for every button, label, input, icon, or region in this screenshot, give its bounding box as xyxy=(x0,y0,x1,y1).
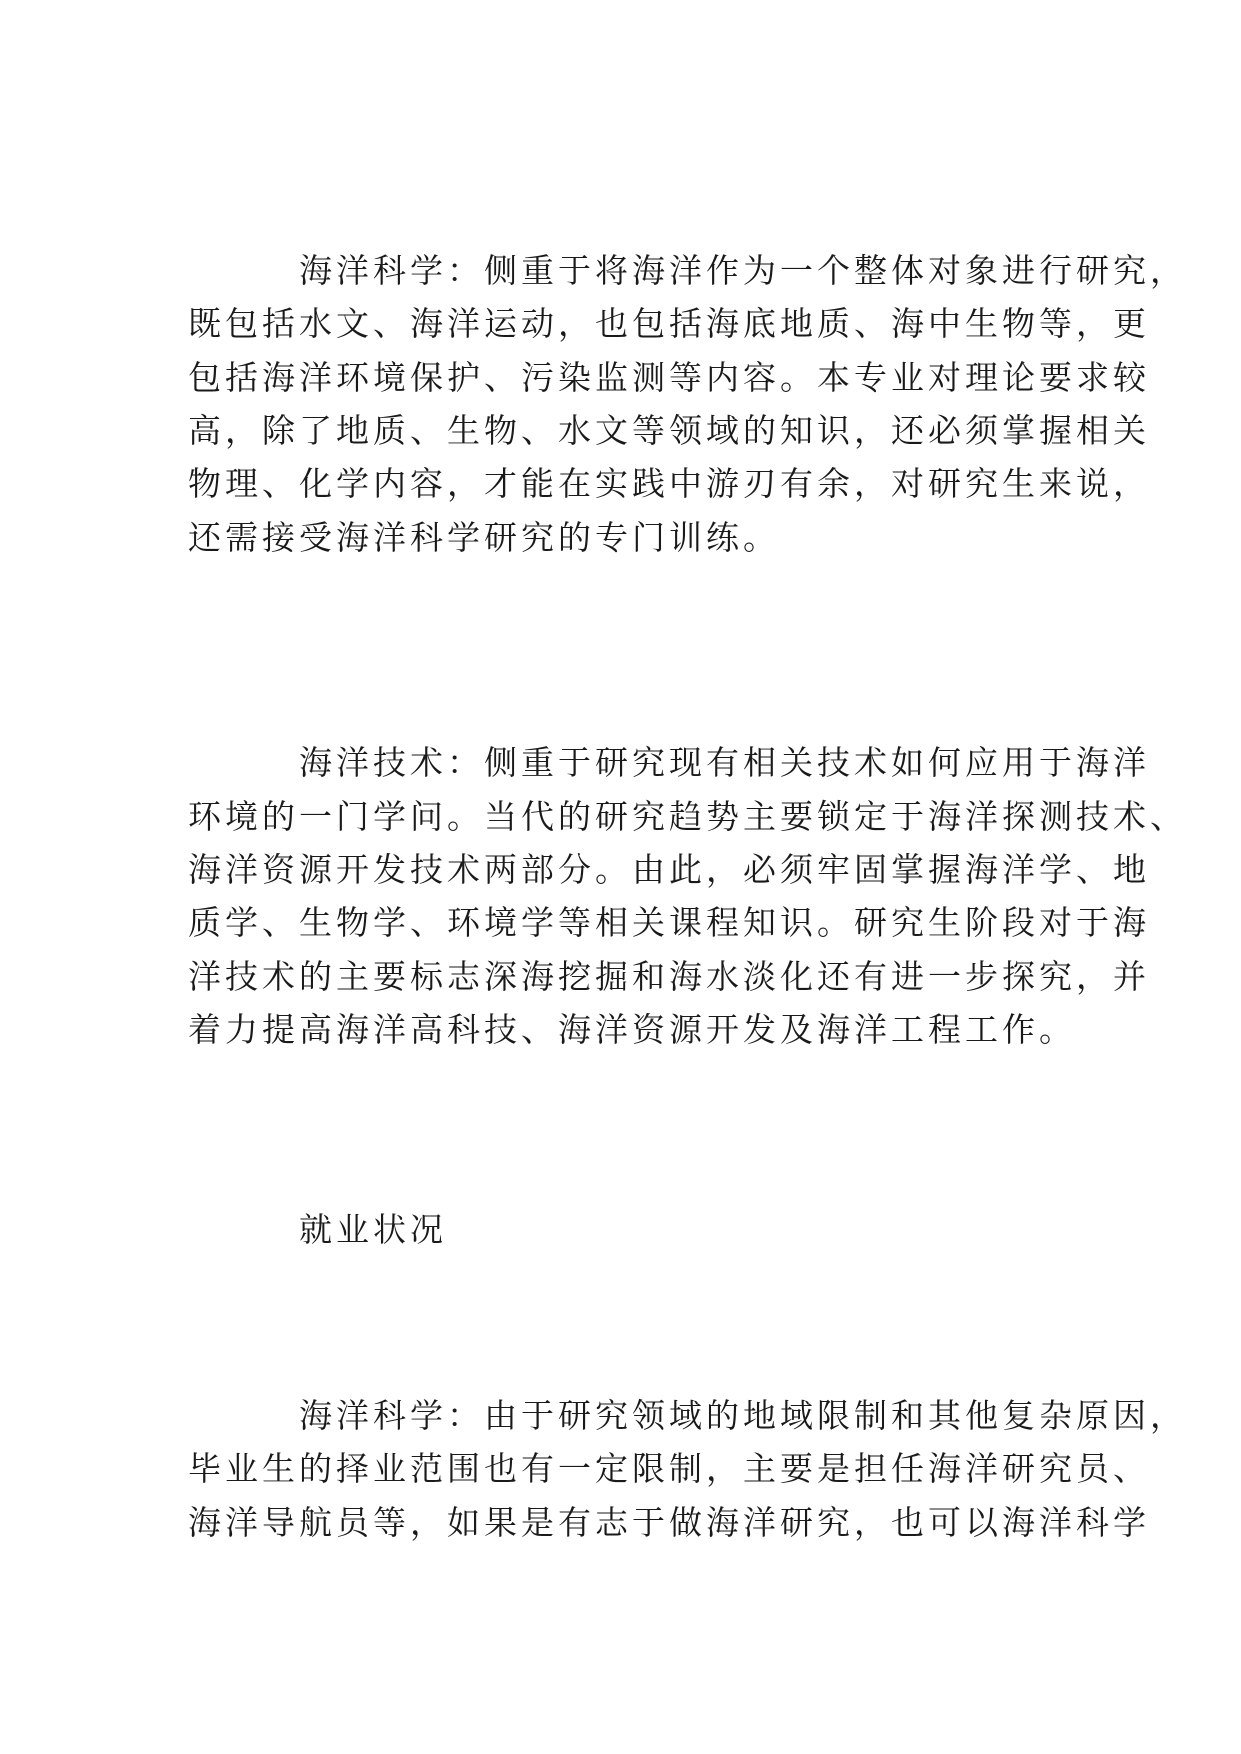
paragraph-3-line-3: 海洋导航员等，如果是有志于做海洋研究，也可以海洋科学 xyxy=(188,1503,1150,1542)
paragraph-2-line-6: 着力提高海洋高科技、海洋资源开发及海洋工程工作。 xyxy=(188,1010,1076,1049)
paragraph-1-line-5: 物理、化学内容，才能在实践中游刃有余，对研究生来说， xyxy=(188,464,1150,503)
paragraph-1-line-2: 既包括水文、海洋运动，也包括海底地质、海中生物等，更 xyxy=(188,304,1150,343)
paragraph-1-line-1: 海洋科学：侧重于将海洋作为一个整体对象进行研究， xyxy=(299,251,1187,290)
paragraph-2-line-3: 海洋资源开发技术两部分。由此，必须牢固掌握海洋学、地 xyxy=(188,850,1150,889)
paragraph-3-line-1: 海洋科学：由于研究领域的地域限制和其他复杂原因， xyxy=(299,1396,1187,1435)
paragraph-2-line-4: 质学、生物学、环境学等相关课程知识。研究生阶段对于海 xyxy=(188,903,1150,942)
paragraph-2-line-1: 海洋技术：侧重于研究现有相关技术如何应用于海洋 xyxy=(299,743,1150,782)
section-heading: 就业状况 xyxy=(299,1210,447,1249)
paragraph-3-line-2: 毕业生的择业范围也有一定限制，主要是担任海洋研究员、 xyxy=(188,1449,1150,1488)
paragraph-1-line-6: 还需接受海洋科学研究的专门训练。 xyxy=(188,518,780,557)
paragraph-1-line-4: 高，除了地质、生物、水文等领域的知识，还必须掌握相关 xyxy=(188,411,1150,450)
paragraph-2-line-5: 洋技术的主要标志深海挖掘和海水淡化还有进一步探究，并 xyxy=(188,957,1150,996)
paragraph-2-line-2: 环境的一门学问。当代的研究趋势主要锁定于海洋探测技术、 xyxy=(188,797,1187,836)
paragraph-1-line-3: 包括海洋环境保护、污染监测等内容。本专业对理论要求较 xyxy=(188,358,1150,397)
